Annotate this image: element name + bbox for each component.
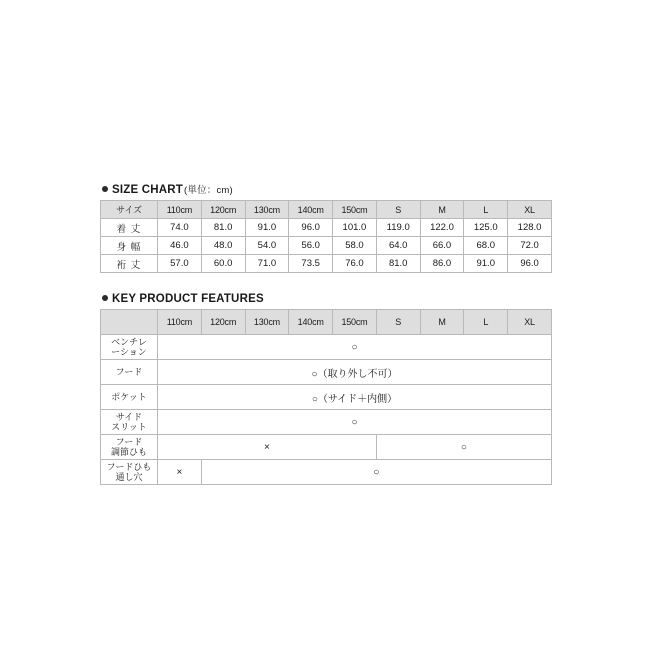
- size-chart-cell: 101.0: [333, 219, 377, 237]
- key-features-body: [101, 335, 552, 485]
- key-features-col-0: [101, 310, 158, 335]
- label-line-1: フードひも: [106, 461, 152, 472]
- size-chart-body: [101, 219, 552, 273]
- size-chart-row-label-2: 裄 丈: [101, 255, 158, 273]
- key-features-header: [101, 310, 552, 335]
- size-chart-title: SIZE CHART: [112, 184, 183, 196]
- table-row: [101, 219, 552, 237]
- size-chart-row-label-0: 着 丈: [101, 219, 158, 237]
- table-row: [101, 460, 552, 485]
- size-chart-table: [100, 200, 552, 273]
- key-features-row-label-1: [101, 360, 158, 385]
- size-chart-cell: 76.0: [333, 255, 377, 273]
- key-features-cell: ○: [376, 435, 551, 460]
- key-features-col-5: 150cm: [333, 310, 377, 335]
- key-features-row-label-2: [101, 385, 158, 410]
- size-chart-cell: 57.0: [158, 255, 202, 273]
- size-chart-col-7: M: [420, 201, 464, 219]
- size-chart-cell: 60.0: [201, 255, 245, 273]
- label-line-1: フード: [115, 436, 143, 447]
- key-features-table: [100, 309, 552, 485]
- size-chart-row-label-1: 身 幅: [101, 237, 158, 255]
- key-features-row-label-0: [101, 335, 158, 360]
- key-features-cell: ○（取り外し不可）: [158, 360, 552, 385]
- table-row: [101, 255, 552, 273]
- size-chart-heading: [102, 182, 552, 196]
- size-chart-col-3: 130cm: [245, 201, 289, 219]
- key-features-col-9: XL: [508, 310, 552, 335]
- label-line-1: ポケット: [111, 391, 147, 402]
- key-features-col-3: 130cm: [245, 310, 289, 335]
- section-spacer: [100, 273, 552, 293]
- size-chart-cell: 96.0: [289, 219, 333, 237]
- size-chart-cell: 48.0: [201, 237, 245, 255]
- size-chart-col-5: 150cm: [333, 201, 377, 219]
- size-chart-cell: 81.0: [201, 219, 245, 237]
- table-row: [101, 237, 552, 255]
- size-chart-cell: 74.0: [158, 219, 202, 237]
- size-chart-cell: 81.0: [376, 255, 420, 273]
- key-features-heading: [102, 293, 552, 305]
- table-row: [101, 201, 552, 219]
- key-features-col-6: S: [376, 310, 420, 335]
- size-chart-cell: 54.0: [245, 237, 289, 255]
- label-line-2: スリット: [111, 422, 147, 432]
- size-chart-col-1: 110cm: [158, 201, 202, 219]
- table-row: [101, 360, 552, 385]
- size-chart-cell: 56.0: [289, 237, 333, 255]
- label-line-1: サイド: [115, 411, 143, 422]
- size-chart-col-9: XL: [508, 201, 552, 219]
- key-features-col-4: 140cm: [289, 310, 333, 335]
- key-features-cell: ○（サイド＋内側）: [158, 385, 552, 410]
- size-chart-cell: 68.0: [464, 237, 508, 255]
- size-chart-cell: 91.0: [245, 219, 289, 237]
- key-features-col-2: 120cm: [201, 310, 245, 335]
- label-line-2: 調節ひも: [110, 447, 147, 457]
- size-chart-cell: 119.0: [376, 219, 420, 237]
- size-chart-unit-note: (単位：cm): [184, 185, 233, 196]
- size-chart-cell: 86.0: [420, 255, 464, 273]
- key-features-cell: ○: [158, 410, 552, 435]
- label-line-1: ベンチレ: [111, 336, 147, 347]
- key-features-col-7: M: [420, 310, 464, 335]
- key-features-cell: ○: [158, 335, 552, 360]
- size-chart-cell: 125.0: [464, 219, 508, 237]
- size-chart-cell: 66.0: [420, 237, 464, 255]
- label-line-2: 通し穴: [115, 472, 143, 482]
- table-row: [101, 335, 552, 360]
- key-features-row-label-3: [101, 410, 158, 435]
- size-chart-cell: 71.0: [245, 255, 289, 273]
- size-chart-cell: 58.0: [333, 237, 377, 255]
- bullet-icon: [102, 186, 108, 192]
- size-chart-cell: 122.0: [420, 219, 464, 237]
- table-row: [101, 310, 552, 335]
- table-row: [101, 410, 552, 435]
- size-chart-cell: 72.0: [508, 237, 552, 255]
- size-chart-col-6: S: [376, 201, 420, 219]
- label-line-1: フード: [115, 366, 143, 377]
- label-line-2: ーション: [111, 347, 147, 357]
- size-chart-cell: 91.0: [464, 255, 508, 273]
- table-row: [101, 385, 552, 410]
- size-chart-col-2: 120cm: [201, 201, 245, 219]
- size-chart-cell: 96.0: [508, 255, 552, 273]
- size-chart-cell: 64.0: [376, 237, 420, 255]
- size-chart-cell: 46.0: [158, 237, 202, 255]
- bullet-icon: [102, 295, 108, 301]
- content-area: [100, 182, 552, 485]
- size-chart-col-8: L: [464, 201, 508, 219]
- key-features-cell: ○: [201, 460, 551, 485]
- key-features-col-8: L: [464, 310, 508, 335]
- table-row: [101, 435, 552, 460]
- key-features-cell: ×: [158, 435, 377, 460]
- key-features-row-label-5: [101, 460, 158, 485]
- size-chart-cell: 73.5: [289, 255, 333, 273]
- key-features-row-label-4: [101, 435, 158, 460]
- key-features-title: KEY PRODUCT FEATURES: [112, 293, 264, 305]
- size-chart-cell: 128.0: [508, 219, 552, 237]
- size-chart-header: [101, 201, 552, 219]
- size-chart-col-4: 140cm: [289, 201, 333, 219]
- key-features-cell: ×: [158, 460, 202, 485]
- size-chart-col-0: サイズ: [101, 201, 158, 219]
- key-features-col-1: 110cm: [158, 310, 202, 335]
